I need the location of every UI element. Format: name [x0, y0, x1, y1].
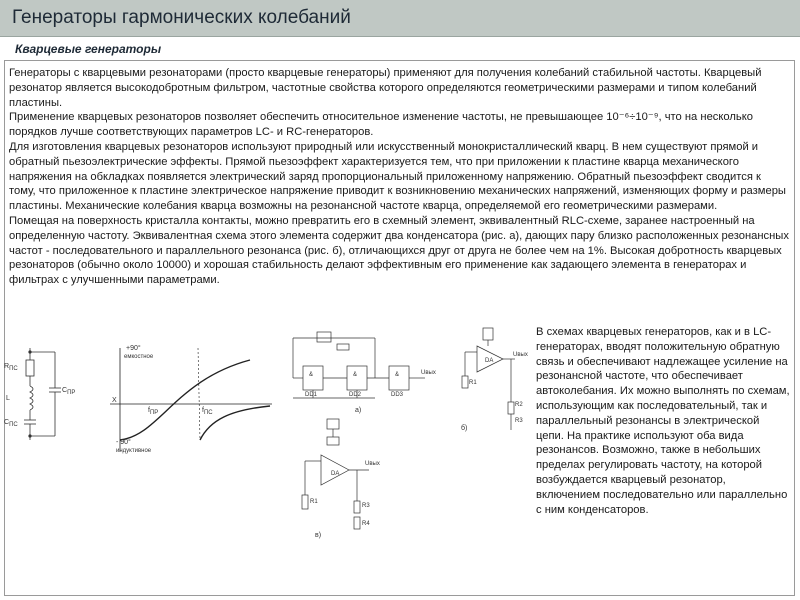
op-amp-icon — [321, 455, 349, 485]
circuit-b-figure — [455, 320, 533, 432]
paragraph-1: Генераторы с кварцевыми резонаторами (просто кварцевые генераторы) применяют для получения колебаний стабильной частоты. Кварцевый резонатор является высокодобротным фильтром, частотные свойства которого определяются геометрическими размерами и типом колебаний пластины. — [9, 67, 762, 109]
svg-text:Uвых: Uвых — [513, 352, 528, 358]
inductor-icon — [30, 386, 33, 410]
svg-text:а): а) — [355, 407, 362, 414]
svg-text:DA: DA — [485, 358, 494, 364]
svg-text:CПР: CПР — [62, 387, 76, 396]
crystal-icon — [327, 419, 339, 429]
svg-text:DD2: DD2 — [349, 392, 362, 398]
svg-text:X: X — [112, 397, 117, 404]
circuit-v-figure — [285, 415, 380, 540]
svg-text:R3: R3 — [362, 503, 370, 509]
paragraph-2: Применение кварцевых резонаторов позволяет обеспечить относительное изменение частоты, не превышающее 10⁻⁶÷10⁻⁹, что на несколько порядков лучше соответствующих параметров LC- и RC-генераторов. — [9, 111, 753, 139]
paragraph-4: Помещая на поверхность кристалла контакты, можно превратить его в схемный элемент, эквивалентный RLC-схеме, заранее настроенный на определенную частоту. Эквивалентная схема этого элемента содержит два конденсатора (рис. а), дающих пару близко расположенных резонансных частот - последовательного и параллельного резонанса (рис. б), отличающихся друг от друга не более чем на 1%. Высокая добротность кварцевых резонаторов (обычно около 10000) и хорошая стабильность делают эффективным его применение как задающего элемента в генераторах и фильтрах с улучшенными параметрами. — [9, 214, 789, 287]
svg-text:индуктивное: индуктивное — [116, 448, 152, 454]
title-bar — [0, 0, 800, 37]
svg-text:R1: R1 — [469, 380, 477, 386]
logic-gate-icon — [347, 366, 367, 390]
svg-text:Uвых: Uвых — [365, 461, 380, 467]
svg-text:DD1: DD1 — [305, 392, 318, 398]
equivalent-circuit-figure — [0, 340, 80, 470]
svg-text:&: & — [309, 372, 314, 378]
logic-gate-icon — [389, 366, 409, 390]
page-title: Генераторы гармонических колебаний — [12, 7, 351, 28]
svg-text:DD3: DD3 — [391, 392, 404, 398]
paragraph-3: Для изготовления кварцевых резонаторов используют природный или искусственный монокристаллический кварц. В нем существуют прямой и обратный пьезоэлектрические эффекты. Прямой пьезоэффект характеризуется тем, что при приложении к пластине кварца механического напряжения на обкладках появляется электрический заряд пропорциональный приложенному напряжению. Обратный пьезоэффект сводится к тому, что приложенное к пластине электрическое напряжение приводит к возникновению механических напряжений, изменяющих форму и размеры пластины. Механические колебания кварца возможны на резонансной частоте кварца, определяемой его геометрическими размерами. — [9, 140, 786, 213]
crystal-icon — [483, 328, 493, 340]
svg-text:- 90°: - 90° — [116, 439, 131, 446]
svg-text:fПС: fПС — [202, 407, 213, 416]
svg-text:R3: R3 — [515, 418, 523, 424]
svg-text:б): б) — [461, 425, 468, 432]
svg-text:L: L — [6, 395, 10, 402]
resistor-icon — [26, 360, 34, 376]
svg-text:&: & — [395, 372, 400, 378]
svg-text:CПС: CПС — [4, 419, 18, 428]
svg-text:R2: R2 — [515, 402, 523, 408]
svg-text:fПР: fПР — [148, 407, 159, 416]
svg-text:R4: R4 — [362, 521, 370, 527]
svg-text:&: & — [353, 372, 358, 378]
svg-text:R1: R1 — [310, 499, 318, 505]
svg-text:Uвых: Uвых — [421, 370, 436, 376]
svg-text:емкостное: емкостное — [124, 354, 154, 360]
svg-text:DA: DA — [331, 471, 340, 477]
main-text — [9, 66, 789, 288]
section-subtitle: Кварцевые генераторы — [15, 42, 162, 56]
crystal-icon — [317, 332, 331, 342]
crystal-icon — [327, 437, 339, 445]
svg-text:RПС: RПС — [4, 363, 18, 372]
circuit-a-figure — [285, 322, 445, 414]
svg-text:в): в) — [315, 532, 322, 539]
side-text: В схемах кварцевых генераторов, как и в LC-генераторах, вводят положительную обратную связь и обеспечивают надлежащее усиление на резонансной частоте, что обеспечивает автоколебания. Их можно выполнять по схемам, использующим как последовательный, так и параллельный резонансы в электрической цепи. На практике используют оба вида резонансов. Возможно, также в небольших пределах регулировать частоту, на которой возбуждается кварцевый резонатор, включением последовательно или параллельно с ним конденсаторов. — [536, 326, 790, 516]
reactance-plot-figure — [100, 340, 275, 460]
svg-text:+90°: +90° — [126, 345, 141, 352]
logic-gate-icon — [303, 366, 323, 390]
